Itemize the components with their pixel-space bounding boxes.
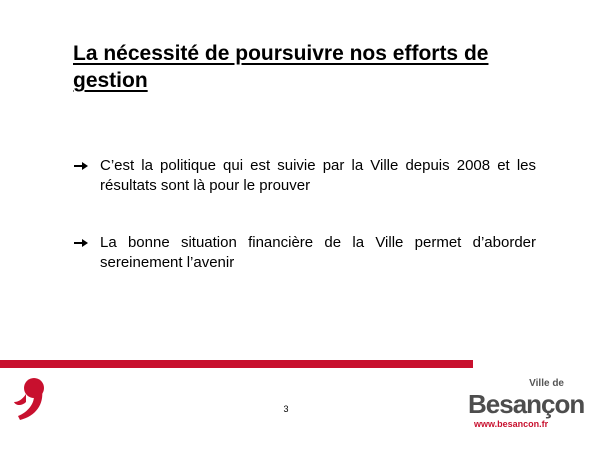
city-logo [466, 378, 586, 436]
comma-icon [12, 376, 48, 422]
accent-bar [0, 360, 473, 368]
bullet-item [74, 156, 536, 196]
arrow-right-icon [74, 239, 88, 247]
slide-title: La nécessité de poursuivre nos efforts de gestion [73, 42, 489, 92]
bullet-text: La bonne situation financière de la Ville permet d’aborder sereinement l’avenir [100, 234, 536, 271]
logo-main-text: Besançon [468, 389, 585, 419]
bullet-text: C’est la politique qui est suivie par la Ville depuis 2008 et les résultats sont là pour le prouver [100, 157, 536, 194]
bullet-list [74, 156, 536, 273]
page-number: 3 [283, 404, 289, 414]
logo-url[interactable]: www.besancon.fr [474, 419, 549, 429]
bullet-item [74, 233, 536, 273]
logo-small-text: Ville de [529, 378, 564, 389]
arrow-right-icon [74, 162, 88, 170]
